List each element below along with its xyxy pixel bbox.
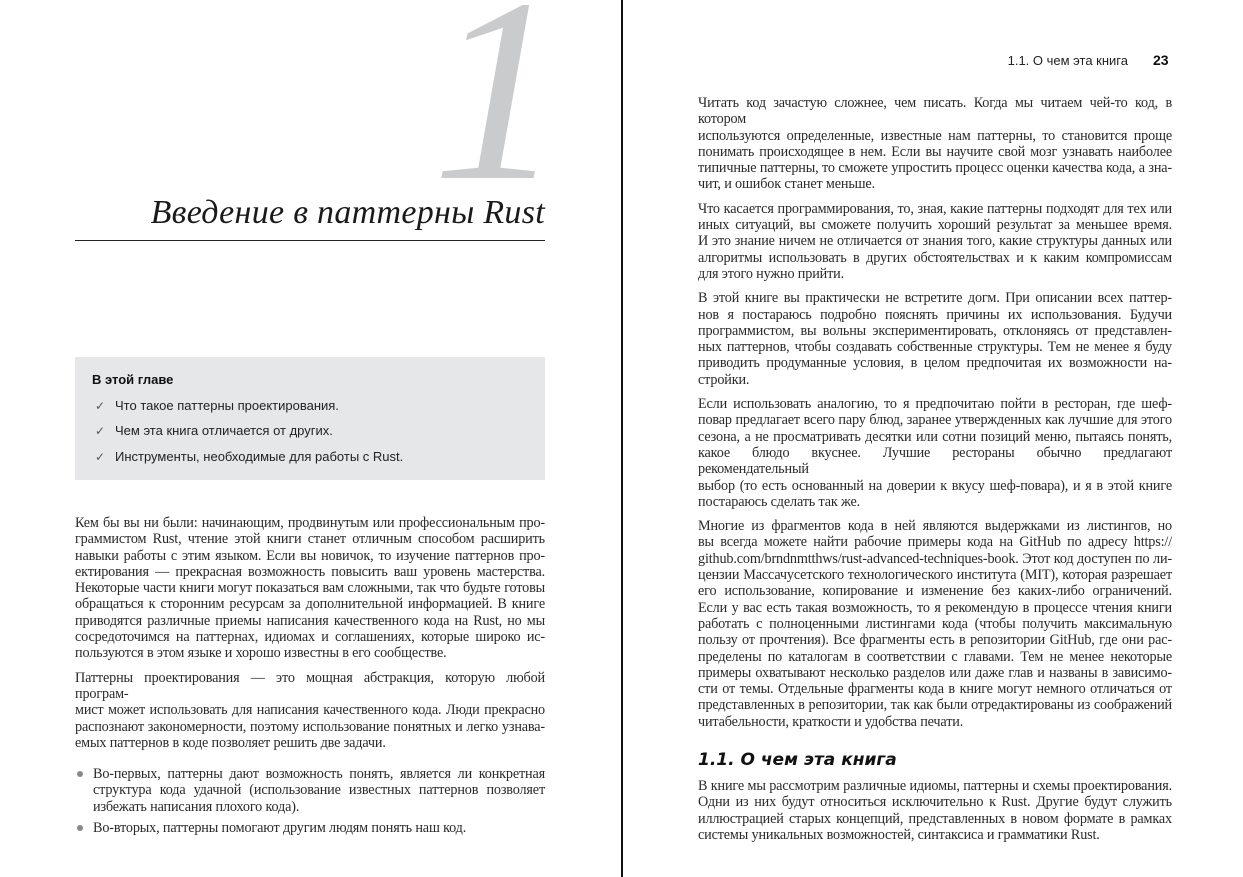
text-line: вы всегда можете найти рабочие примеры кода на GitHub по адресу https:// [698, 534, 1172, 551]
text-line: Во-вторых, паттерны помогают другим людям понять наш код. [93, 820, 467, 837]
text-line: приводятся различные приемы написания качественного кода на Rust, но мы [75, 612, 545, 629]
item-text: Чем эта книга отличается от других. [115, 423, 333, 438]
text-line: Кем бы вы ни были: начинающим, продвинутым или профессиональным про- [75, 515, 545, 531]
text-line: Некоторые части книги могут показаться вам сложными, так что будьте готовы [75, 580, 545, 597]
text-line: ных паттернов, чтобы создавать собственные структуры. Тем не менее я буду [698, 339, 1172, 356]
text-line: пользу от прочтения). Все фрагменты есть в репозитории GitHub, где они рас- [698, 632, 1172, 649]
text-line: распознают закономерности, поэтому использование понятных и легко узнава- [75, 718, 545, 735]
chapter-title-rule [75, 240, 545, 241]
bullet-item [93, 766, 545, 815]
body-paragraph [698, 290, 1172, 388]
text-line: его использование, копирование и изменение без каких-либо ограничений. [698, 583, 1172, 600]
right-page [623, 0, 1243, 877]
text-line: В книге мы рассмотрим различные идиомы, паттерны и схемы проектирования. [698, 777, 1172, 794]
text-line: стройки. [698, 371, 750, 388]
running-head: 1.1. О чем эта книга [1007, 53, 1128, 68]
text-line: И это знание ничем не отличается от знания того, какие структуры данных или [698, 233, 1172, 250]
text-line: постараюсь сделать так же. [698, 493, 861, 510]
checkmark-icon: ✓ [95, 399, 106, 413]
text-line: Одни из них будут относиться исключительно к Rust. Другие будут служить [698, 794, 1172, 811]
body-paragraph [75, 515, 545, 662]
text-line: нов я постараюсь подробно пояснять причины их использования. Будучи [698, 306, 1172, 323]
checkmark-icon: ✓ [95, 450, 106, 464]
text-line: повар предлагает всего пару блюд, заранее утвержденных как лучшие для этого [698, 412, 1172, 429]
text-line: представленных в репозитории, так как были отредактированы из соображений [698, 697, 1172, 714]
text-line: Паттерны проектирования — это мощная абстракция, которую любой програм- [75, 669, 545, 702]
chapter-summary-box [75, 357, 545, 480]
left-page [0, 0, 621, 877]
text-line: github.com/brndnmtthws/rust-advanced-techniques-book. Этот код доступен по ли- [698, 550, 1172, 567]
text-line: избежать написания плохого кода). [93, 798, 300, 815]
page-number: 23 [1153, 52, 1169, 68]
bullet-icon [77, 771, 83, 777]
chapter-summary-title: В этой главе [92, 372, 174, 387]
chapter-number-wrap [432, 0, 582, 185]
text-line: читабельности, краткости и удобства печати. [698, 713, 964, 730]
bullet-item [93, 820, 545, 836]
section-heading: 1.1. О чем эта книга [698, 749, 897, 770]
chapter-number: 1 [432, 0, 563, 185]
item-text: Что такое паттерны проектирования. [115, 398, 339, 413]
text-line: иллюстрацией старых концепций, представленных в новом формате в рамках [698, 810, 1172, 827]
text-line: иных ситуаций, вы сможете получить хороший результат за меньшее время. [698, 217, 1172, 234]
body-paragraph [698, 95, 1172, 193]
text-line: обращаться к сторонним ресурсам за дополнительной информацией. В книге [75, 596, 545, 613]
text-line: мист может использовать для написания качественного кода. Люди прекрасно [75, 702, 545, 719]
text-line: Что касается программирования, то, зная, какие паттерны подходят для тех или [698, 200, 1172, 217]
chapter-summary-item [95, 398, 339, 413]
chapter-summary-item [95, 423, 333, 438]
text-line: навыки работы с этим языком. Если вы новичок, то изучение паттернов про- [75, 547, 545, 564]
item-text: Инструменты, необходимые для работы с Rust. [115, 449, 404, 464]
bullet-icon [77, 825, 83, 831]
text-line: системы уникальных возможностей, синтаксиса и грамматики Rust. [698, 826, 1100, 843]
right-body [698, 95, 1172, 851]
text-line: Во-первых, паттерны дают возможность понять, является ли конкретная [93, 766, 545, 783]
text-line: структура кода удачной (использование известных паттернов позволяет [93, 782, 545, 799]
body-paragraph [698, 518, 1172, 730]
text-line: для этого нужно прийти. [698, 265, 844, 282]
chapter-summary-item [95, 449, 403, 464]
body-paragraph [75, 670, 545, 751]
text-line: примеры охватывают несколько разделов или даже глав и названы в зависимо- [698, 664, 1172, 681]
text-line: граммистом Rust, чтение этой книги станет отличным способом расширить [75, 531, 545, 548]
text-line: ектирования — прекрасная возможность повысить ваш уровень мастерства. [75, 563, 545, 580]
text-line: программистом, вы вольны экспериментировать, отклоняясь от представлен- [698, 322, 1172, 339]
text-line: Если у вас есть такая возможность, то я рекомендую в процессе чтения книги [698, 599, 1172, 616]
text-line: алгоритмы использовать в других обстоятельствах и к каким компромиссам [698, 249, 1172, 266]
text-line: Многие из фрагментов кода в ней являются выдержками из листингов, но [698, 518, 1172, 535]
text-line: емых паттернов в коде позволяет решить две задачи. [75, 734, 386, 751]
text-line: выбор (то есть основанный на доверии к вкусу шеф-повара), и я в этой книге [698, 477, 1172, 494]
text-line: приводить продуманные условия, в целом предпочитая их возможности на- [698, 355, 1172, 372]
text-line: пользуются в этом языке и хорошо известны в его сообществе. [75, 645, 447, 662]
text-line: В этой книге вы практически не встретите догм. При описании всех паттер- [698, 290, 1172, 307]
text-line: используются определенные, известные нам паттерны, то становится проще [698, 127, 1172, 144]
text-line: Читать код зачастую сложнее, чем писать. Когда мы читаем чей-то код, в котором [698, 95, 1172, 128]
body-paragraph [698, 778, 1172, 843]
text-line: типичные паттерны, то сможете упростить процесс оценки качества кода, а зна- [698, 160, 1172, 177]
text-line: пределены по каталогам в соответствии с главами. Тем не менее некоторые [698, 648, 1172, 665]
text-line: сти от темы. Отдельные фрагменты кода в книге могут немного отличаться от [698, 681, 1172, 698]
text-line: работать с полноценными листингами кода (чтобы получить максимальную [698, 615, 1172, 632]
text-line: сосредоточимся на паттернах, идиомах и соглашениях, которые широко ис- [75, 629, 545, 646]
body-paragraph [698, 201, 1172, 282]
text-line: какое блюдо вкуснее. Лучшие рестораны обычно предлагают рекомендательный [698, 444, 1172, 478]
text-line: Если использовать аналогию, то я предпочитаю пойти в ресторан, где шеф- [698, 396, 1172, 413]
text-line: чит, и ошибок станет меньше. [698, 176, 875, 193]
text-line: понимать происходящее в нем. Если вы научите свой мозг узнавать наиболее [698, 143, 1172, 160]
checkmark-icon: ✓ [95, 424, 106, 438]
left-body [75, 515, 545, 841]
chapter-title: Введение в паттерны Rust [150, 194, 545, 231]
body-paragraph [698, 396, 1172, 510]
text-line: цензии Массачусетского технологического института (MIT), которая разрешает [698, 567, 1172, 584]
text-line: сезона, а не просматривать десятки или сотни позиций меню, пытаясь понять, [698, 428, 1172, 445]
